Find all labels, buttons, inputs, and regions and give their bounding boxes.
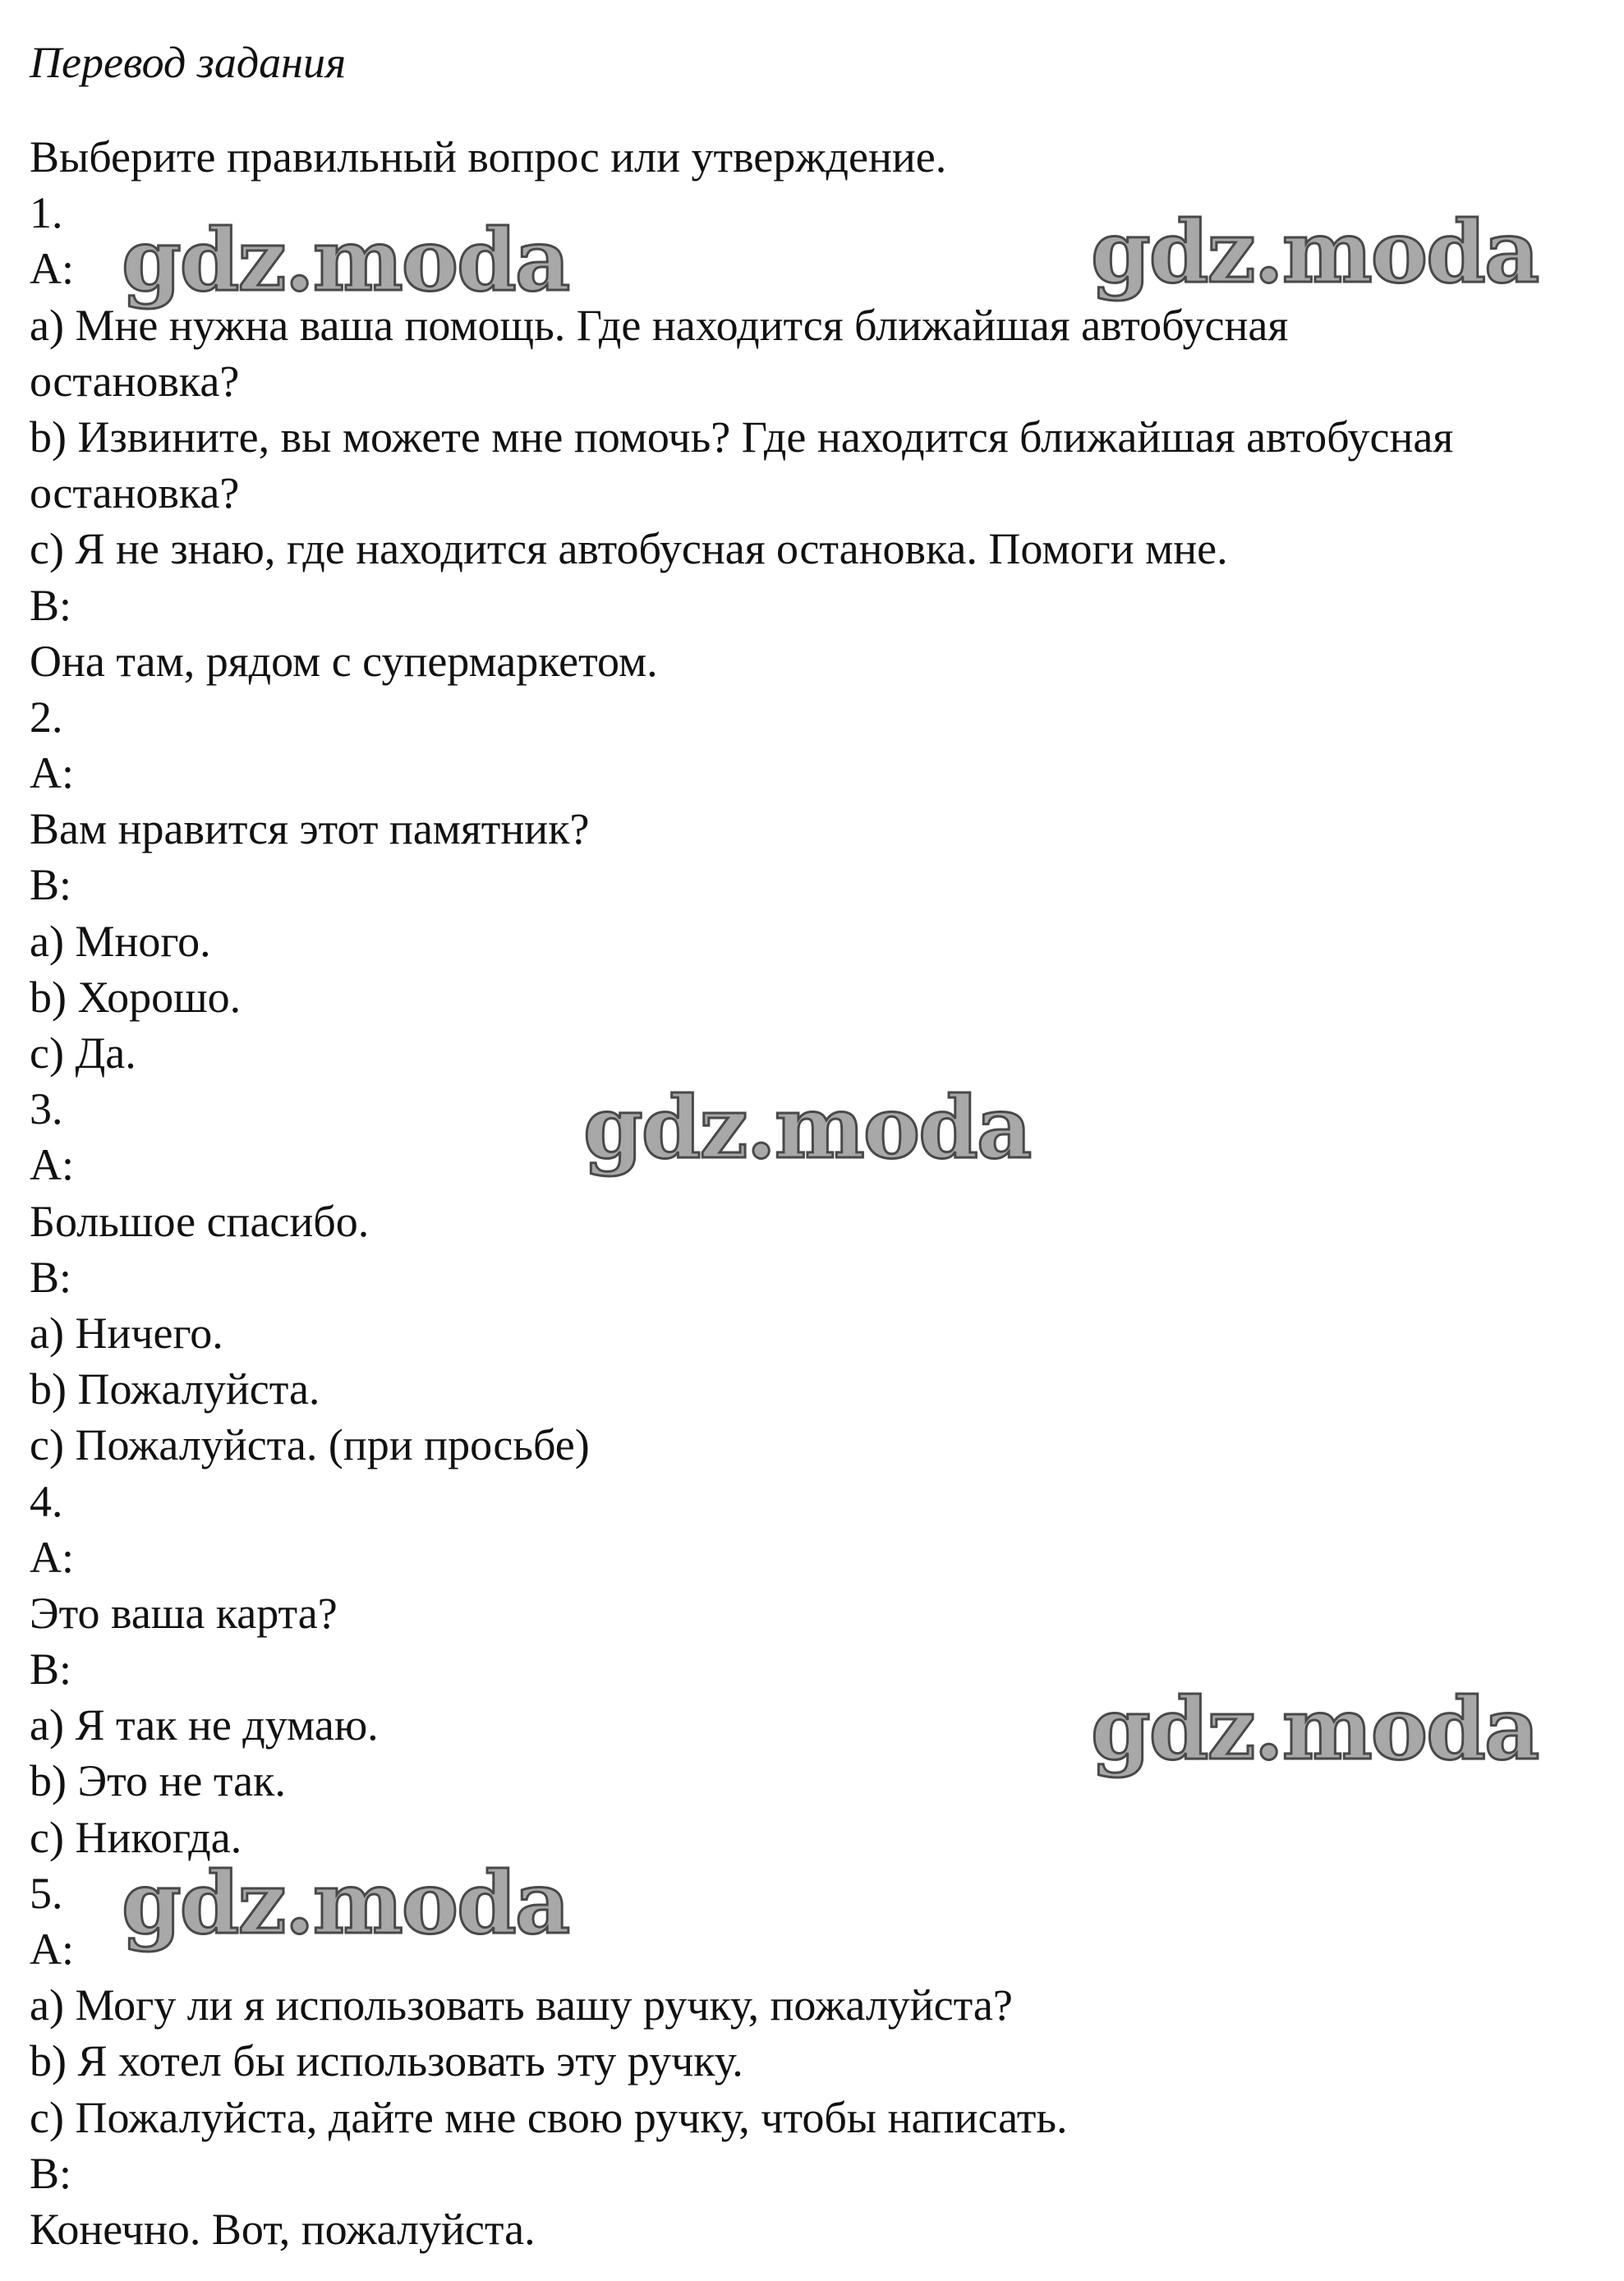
watermark: gdz.moda <box>122 209 569 310</box>
speaker-label: А: <box>30 748 74 798</box>
option-line: b) Я хотел бы использовать эту ручку. <box>30 2036 743 2086</box>
option-line: c) Пожалуйста, дайте мне свою ручку, чтобы написать. <box>30 2092 1068 2142</box>
item-number: 4. <box>30 1476 63 1526</box>
option-line: a) Могу ли я использовать вашу ручку, пожалуйста? <box>30 1980 1013 2030</box>
item-number: 5. <box>30 1868 63 1918</box>
option-line: b) Извините, вы можете мне помочь? Где находится ближайшая автобусная <box>30 412 1454 462</box>
watermark: gdz.moda <box>583 1077 1031 1178</box>
option-line: c) Я не знаю, где находится автобусная остановка. Помоги мне. <box>30 524 1228 574</box>
instruction-line: Выберите правильный вопрос или утверждение. <box>30 132 947 182</box>
dialogue-line: Вам нравится этот памятник? <box>30 804 590 854</box>
item-number: 3. <box>30 1084 63 1134</box>
dialogue-line: Большое спасибо. <box>30 1196 370 1246</box>
dialogue-line: Она там, рядом с супермаркетом. <box>30 636 658 686</box>
option-line: a) Много. <box>30 916 211 966</box>
option-line: остановка? <box>30 468 240 518</box>
speaker-label: А: <box>30 1140 74 1190</box>
option-line: c) Никогда. <box>30 1812 242 1862</box>
option-line: a) Ничего. <box>30 1308 223 1358</box>
speaker-label: В: <box>30 2148 72 2198</box>
option-line: a) Мне нужна ваша помощь. Где находится ближайшая автобусная <box>30 300 1289 350</box>
watermark: gdz.moda <box>1091 1678 1539 1779</box>
option-line: c) Пожалуйста. (при просьбе) <box>30 1420 590 1470</box>
speaker-label: А: <box>30 244 74 294</box>
option-line: a) Я так не думаю. <box>30 1700 379 1750</box>
watermark: gdz.moda <box>1091 201 1539 302</box>
option-line: b) Хорошо. <box>30 972 242 1022</box>
speaker-label: А: <box>30 1532 74 1582</box>
document-title: Перевод задания <box>30 38 347 87</box>
item-number: 2. <box>30 692 63 742</box>
dialogue-line: Конечно. Вот, пожалуйста. <box>30 2204 536 2254</box>
speaker-label: В: <box>30 1644 72 1695</box>
option-line: c) Да. <box>30 1028 136 1078</box>
speaker-label: В: <box>30 1252 72 1302</box>
speaker-label: В: <box>30 860 72 910</box>
option-line: b) Это не так. <box>30 1756 286 1806</box>
option-line: остановка? <box>30 356 240 406</box>
watermark: gdz.moda <box>122 1852 569 1953</box>
speaker-label: В: <box>30 580 72 630</box>
item-number: 1. <box>30 188 63 238</box>
dialogue-line: Это ваша карта? <box>30 1588 338 1638</box>
option-line: b) Пожалуйста. <box>30 1364 320 1414</box>
speaker-label: А: <box>30 1925 74 1974</box>
